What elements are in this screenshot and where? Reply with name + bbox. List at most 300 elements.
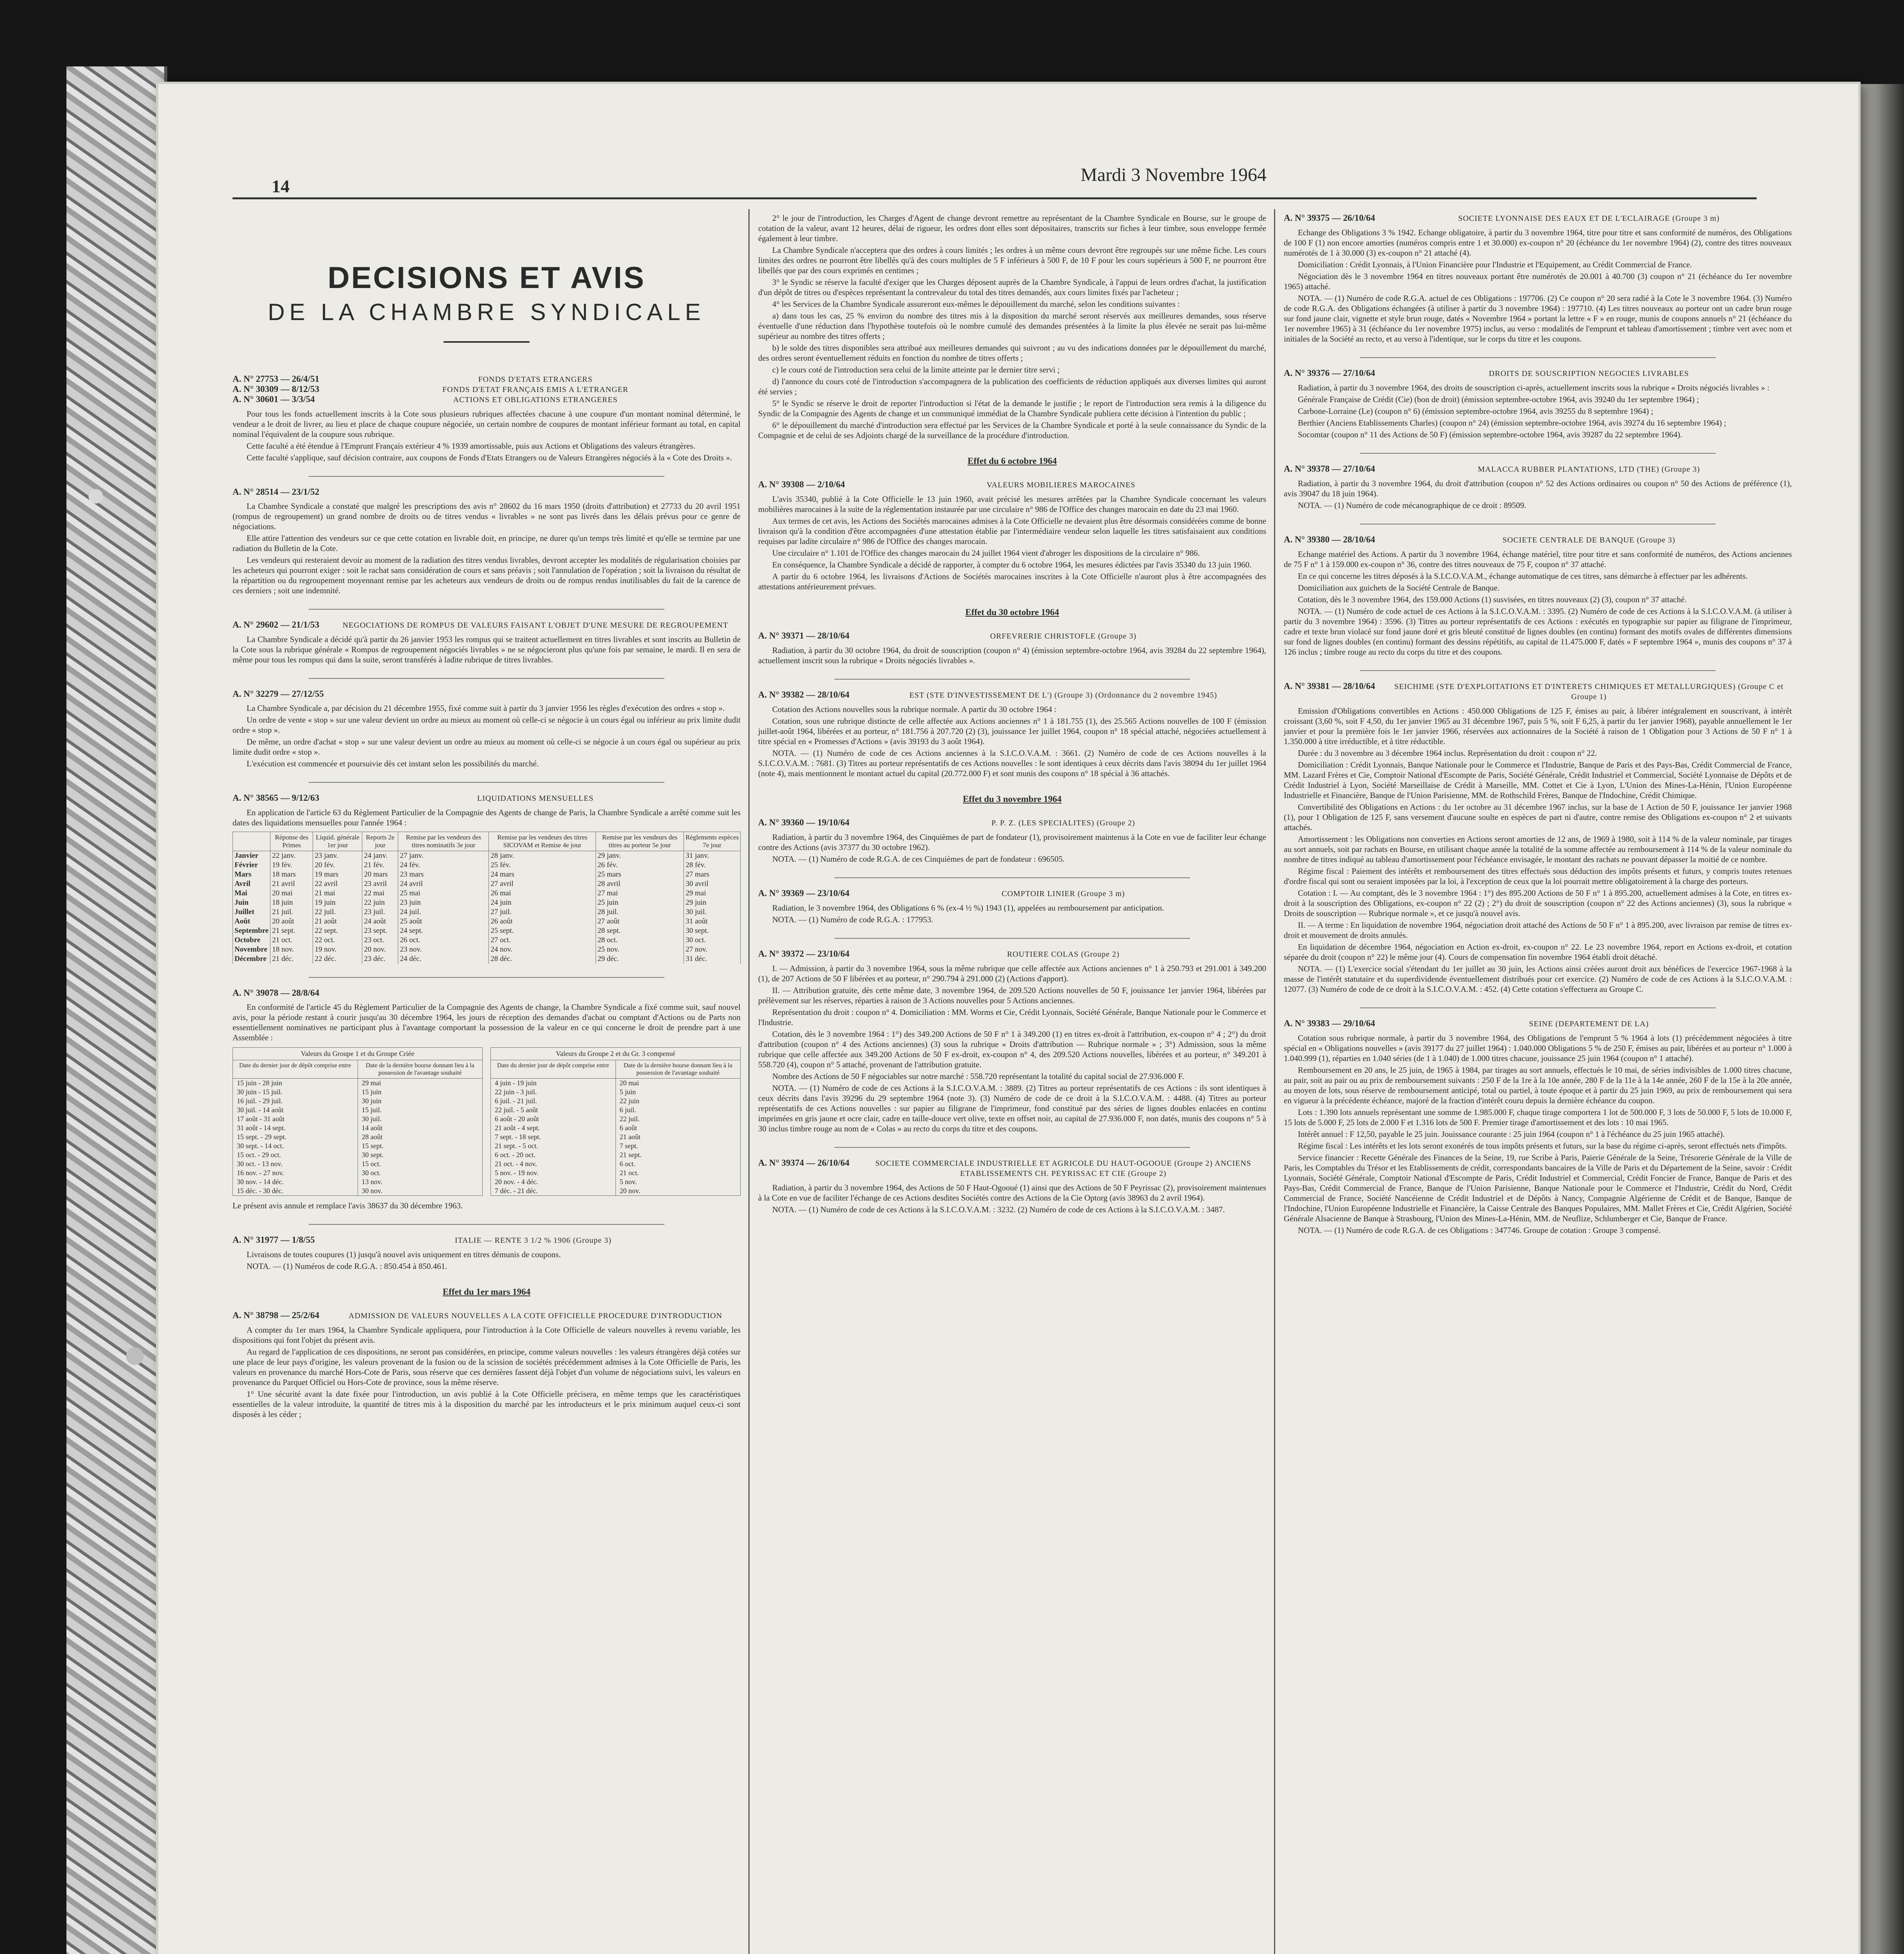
table-cell: 30 juil. — [358, 1115, 483, 1124]
masthead-rule — [444, 341, 530, 343]
table-row — [491, 1097, 740, 1106]
notice — [758, 631, 1266, 666]
paragraph: NOTA. — (1) Numéro de code actuel de ces Actions à la S.I.C.O.V.A.M. : 3395. (2) Numéro de code de ces Actions à la S.I.C.O.V.A.M. (à utiliser à partir du 3 novembre 1964) : 3596. (3) Titres au porteur représentatifs de ces Actions : exécutés en typographie sur papier au filigrane de l'imprimeur, cadre et texte brun violacé sur fond jaune doré et gris bleuté constitué de lignes doubles (en continu) formant des motifs ovales de différentes dimensions sur fond de lignes doubles (en continu) formant des dessins répétitifs, au capital de 11.475.000 F, datés « F septembre 1964 », munis des coupons n° 37 à 126 inclus ; timbre rouge au recto du corps du titre et des coupons. — [1284, 607, 1792, 657]
table-cell: 30 avril — [684, 879, 741, 889]
table-cell: 28 oct. — [596, 936, 684, 945]
paragraph: La Chambre Syndicale a constaté que malgré les prescriptions des avis n° 28602 du 16 mars 1950 (droits d'attribution) et 27733 du 20 avril 1951 (rompus de regroupement) un grand nombre de droits ou de titres vendus « livrables » ne sont pas livrés dans les délais prévus pour ce genre de négociations. — [233, 501, 741, 531]
table-cell: 22 juin — [362, 898, 398, 907]
paragraph: Carbone-Lorraine (Le) (coupon n° 6) (émission septembre-octobre 1964, avis 39255 du 8 septembre 1964) ; — [1298, 406, 1653, 416]
table-cell: 15 déc. - 30 déc. — [237, 1187, 283, 1195]
effective-date-heading: Effet du 30 octobre 1964 — [965, 607, 1059, 617]
separator — [834, 877, 1190, 878]
table-cell: 20 mai — [270, 889, 313, 898]
table-cell: 23 déc. — [362, 954, 398, 964]
deposit-date-tables — [233, 1047, 741, 1196]
paragraph: Domiciliation aux guichets de la Société Centrale de Banque. — [1298, 583, 1500, 592]
notice-title: SOCIETE COMMERCIALE INDUSTRIELLE ET AGRICOLE DU HAUT-OGOOUE (Groupe 2) ANCIENS ETABLISSEMENTS CH. PEYRISSAC ET CIE (Groupe 2) — [875, 1159, 1251, 1178]
notice-title: VALEURS MOBILIERES MAROCAINES — [986, 481, 1136, 489]
table-row — [491, 1142, 740, 1151]
paragraph: Les vendeurs qui resteraient devoir au moment de la radiation des titres vendus livrables, devront accepter les modalités de régularisation choisies par les acheteurs qui pourront exiger : soit le rachat sans considération de cours et sans préavis ; soit l'annulation de l'opération ; soit la livraison du résultat de la répartition ou du regroupement moyennant remise par les acheteurs aux vendeurs de droits ou de rompus rendus inutilisables du fait de la carence de ces derniers ; soit une indemnité. — [233, 555, 741, 595]
table-row — [491, 1133, 740, 1142]
table-cell: 19 fév. — [270, 861, 313, 870]
paragraph: d) l'annonce du cours coté de l'introduction s'accompagnera de la publication des coefficients de réduction appliqués aux diverses limites qui auront été servies ; — [758, 377, 1266, 396]
table-cell: 28 juil. — [596, 907, 684, 917]
table-cell: Février — [233, 861, 270, 870]
table-cell: 28 avril — [596, 879, 684, 889]
table-row — [491, 1186, 740, 1195]
table-cell: Novembre — [233, 945, 270, 954]
paragraph: NOTA. — (1) Numéro de code de ces Actions à la S.I.C.O.V.A.M. : 3232. (2) Numéro de code de ces Actions à la S.I.C.O.V.A.M. : 3487. — [772, 1205, 1225, 1214]
notice — [233, 689, 741, 769]
notice — [758, 690, 1266, 778]
table-cell: 19 nov. — [313, 945, 362, 954]
table-cell: 14 août — [358, 1124, 483, 1133]
notice-title: ADMISSION DE VALEURS NOUVELLES A LA COTE OFFICIELLE PROCEDURE D'INTRODUCTION — [348, 1312, 723, 1320]
table-cell: 15 oct. — [358, 1160, 483, 1168]
paragraph: Radiation, à partir du 3 novembre 1964, des droits de souscription ci-après, actuellement inscrits sous la rubrique « Droits négociés livrables » : — [1298, 383, 1770, 392]
paragraph: Cette faculté s'applique, sauf décision contraire, aux coupons de Fonds d'Etats Etrangers ou de Valeurs Etrangères négociés à la « Cote des Droits ». — [247, 453, 732, 462]
paragraph: II. — A terme : En liquidation de novembre 1964, négociation droit attaché des Actions de 50 F n° 1 à 895.200, avec livraison par remise de titres ex-droit et mouvement de droits annulés. — [1284, 920, 1792, 940]
table-cell: 21 oct. — [270, 936, 313, 945]
table-cell: 27 oct. — [489, 936, 596, 945]
newspaper-page — [158, 84, 1858, 1954]
table-cell: 28 sept. — [596, 926, 684, 936]
paragraph: Représentation du droit : coupon n° 4. Domiciliation : MM. Worms et Cie, Crédit Lyonnais, Société Générale, Banque Nationale pour le Commerce et l'Industrie. — [758, 1007, 1266, 1027]
effective-date-heading: Effet du 3 novembre 1964 — [963, 794, 1062, 804]
table-row — [491, 1106, 740, 1115]
table-cell: 30 juil. - 14 août — [237, 1106, 284, 1114]
paragraph: c) le cours coté de l'introduction sera celui de la limite atteinte par le dernier titre servi ; — [772, 365, 1060, 374]
table-cell: 23 juin — [398, 898, 489, 907]
notice-title: SEINE (DEPARTEMENT DE LA) — [1529, 1020, 1649, 1028]
paragraph: Un ordre de vente « stop » sur une valeur devient un ordre au mieux au moment où celle-ci se négocie à un cours égal ou inférieur au prix limite dudit ordre « stop ». — [233, 715, 741, 735]
paragraph: NOTA. — (1) Numéro de code de ces Actions à la S.I.C.O.V.A.M. : 3889. (2) Titres au porteur représentatifs de ces Actions : ils sont identiques à ceux décrits dans l'avis 39296 du 29 septembre 1964 (note 3). (3) Numéro de code de ce droit à la S.I.C.O.V.A.M. : 4488. (4) Titres au porteur représentatifs de ces Actions nouvelles : sur papier au filigrane de l'imprimeur, fond constitué par des séries de lignes doubles enlacées en continu imprimées en gris jaune et ocre clair, cadre en taille-douce vert olive, texte en offset noir, au capital de 27.936.000 F, non datés, munis des coupons n° 5 à 30 inclus timbre rouge au nom de « Colas » au recto du corps du titre et des coupons. — [758, 1083, 1266, 1133]
notice-ref: A. N° 32279 — 27/12/55 — [233, 689, 324, 699]
table-cell: 23 juil. — [362, 907, 398, 917]
paragraph: b) le solde des titres disponibles sera attribué aux meilleures demandes qui suivront ; au vu des indications données par le dépouillement du marché, des ordres seront éventuellement réduits en fonction du nombre de titres offerts ; — [758, 343, 1266, 363]
table-row — [233, 1097, 482, 1106]
paragraph: Intérêt annuel : F 12,50, payable le 25 juin. Jouissance courante : 25 juin 1964 (coupon n° 1 à l'échéance du 25 juin 1965 attaché). — [1298, 1129, 1725, 1139]
table-cell: Juillet — [233, 907, 270, 917]
table-cell: 29 janv. — [596, 851, 684, 861]
table-cell: 24 mars — [489, 870, 596, 879]
table-cell: 21 avril — [270, 879, 313, 889]
paragraph: NOTA. — (1) Numéro de code R.G.A. : 177953. — [772, 915, 933, 924]
table-cell: 19 mars — [313, 870, 362, 879]
paragraph: Aux termes de cet avis, les Actions des Sociétés marocaines admises à la Cote Officielle ne devaient plus être désormais considérées comme de bonne livraison qu'à la condition d'être accompagnées d'une attestation établie par l'intermédiaire vendeur selon laquelle les titres satisfaisaient aux conditions requises par ladite circulaire n° 986 de l'Office des changes marocain. — [758, 516, 1266, 546]
paragraph: II. — Attribution gratuite, dès cette même date, 3 novembre 1964, de 209.520 Actions nouvelles de 50 F, jouissance 1er janvier 1964, libérées par prélèvement sur les réserves, réparties à raison de 3 Actions nouvelles pour 5 Actions anciennes. — [758, 986, 1266, 1005]
table-cell: 24 août — [362, 917, 398, 926]
table-cell: 21 déc. — [270, 954, 313, 964]
notice-ref: A. N° 39371 — 28/10/64 — [758, 631, 850, 641]
paragraph: A compter du 1er mars 1964, la Chambre Syndicale appliquera, pour l'introduction à la Cote Officielle de valeurs nouvelles à revenu variable, les dispositions qui font l'objet du présent avis. — [233, 1325, 741, 1345]
table-cell: 7 sept. — [616, 1142, 741, 1151]
paragraph: En application de l'article 63 du Règlement Particulier de la Compagnie des Agents de change de Paris, la Chambre Syndicale a arrêté comme suit les dates des liquidations mensuelles pour l'année 1964 : — [233, 808, 741, 827]
notice-ref: A. N° 39369 — 23/10/64 — [758, 888, 850, 898]
paragraph: Emission d'Obligations convertibles en Actions : 450.000 Obligations de 125 F, émises au pair, à libérer intégralement en souscrivant, à intérêt croissant (3,60 %, soit F 4,50, du 1er janvier 1965 au 31 décembre 1967, puis 5 %, soit F 6,25, à partir du 1er janvier 1968), payable annuellement le 1er janvier et pour la première fois le 1er janvier 1966, réservées aux actionnaires de la Société à raison de 1 Obligation pour 3 Actions de 50 F n° 1 à 1.350.000 à titre irréductible, et à titre réductible. — [1284, 706, 1792, 746]
notice-ref: A. N° 30601 — 3/3/54 — [233, 394, 315, 404]
table-cell: 30 oct. — [684, 936, 741, 945]
paragraph: NOTA. — (1) Numéro de code R.G.A. actuel de ces Obligations : 197706. (2) Ce coupon n° 20 sera radié à la Cote le 3 novembre 1964. (3) Numéro de code R.G.A. des Obligations échangées (à utiliser à partir du 3 novembre 1964) : 197710. (4) Les titres nouveaux au porteur ont un cadre brun rouge sur fond jaune clair, vignette et style brun rouge, datés « Novembre 1964 » portant la lettre « F » en rouge, munis de coupons annuels n° 21 (échéance du 1er novembre 1965) à 31 (échéance du 1er novembre 1975) inclus, au verso : modalités de l'emprunt et tableau d'amortissement ; timbre vert avec nom et initiales de la Société au recto, et au verso à l'identique, sur le corps du titre et les coupons. — [1284, 293, 1792, 344]
notice-title: P. P. Z. (LES SPECIALITES) (Groupe 2) — [991, 819, 1135, 827]
notice — [758, 888, 1266, 925]
paragraph: Cotation sous rubrique normale, à partir du 3 novembre 1964, des Obligations de l'emprunt 5 % 1964 à lots (1) précédemment négociées à titre spécial en « Obligations nouvelles » (avis 39177 du 27 juillet 1964) : 1.040.000 Obligations 5 % de 250 F, émises au pair, libérées et au porteur n° 1.000 à 1.040.999 (1), réparties en 1.040 séries (de 1 à 1.040) de 1.000 titres chacune, jouissance 25 juin 1964 (coupon n° 1 attaché). — [1284, 1033, 1792, 1063]
table-cell: 22 sept. — [313, 926, 362, 936]
paragraph: NOTA. — (1) L'exercice social s'étendant du 1er juillet au 30 juin, les Actions ainsi créées auront droit aux bénéfices de l'exercice 1967-1968 à la masse de l'intérêt statutaire et du superdividende éventuellement distribués pour cet exercice. (2) Numéro de code de ces Actions à la S.I.C.O.V.A.M. : 12077. (3) Numéro de code de ce droit à la S.I.C.O.V.A.M. : 452. (4) Cette cotation s'effectuera au Groupe C. — [1284, 964, 1792, 994]
table-cell: 25 nov. — [596, 945, 684, 954]
table-title: Valeurs du Groupe 2 et du Gr. 3 compensé — [491, 1048, 740, 1060]
table-cell: 20 août — [270, 917, 313, 926]
notice-ref: A. N° 39375 — 26/10/64 — [1284, 213, 1375, 223]
paragraph: La Chambre Syndicale a décidé qu'à partir du 26 janvier 1953 les rompus qui se traitent actuellement en titres livrables et sont inscrits au Bulletin de la Cote sous la rubrique générale « Rompus de regroupement négociés livrables » ne se négocieront plus qu'une fois par semaine, le mardi. Il en sera de même pour tous les rompus qui dans la suite, seront transférés à ladite rubrique de titres livrables. — [233, 635, 741, 664]
separator — [309, 782, 664, 783]
table-cell: 21 sept. — [616, 1151, 741, 1160]
table-cell: 27 juil. — [489, 907, 596, 917]
table-cell: 21 août - 4 sept. — [495, 1124, 540, 1132]
table-cell: 17 août - 31 août — [237, 1115, 285, 1123]
paragraph: 1° Une sécurité avant la date fixée pour l'introduction, un avis publié à la Cote Officielle précisera, en même temps que les caractéristiques essentielles de la valeur introduite, la quantité de titres mis à la disposition du marché par les introducteurs et le prix minimum auquel ceux-ci sont disposés à les céder ; — [233, 1389, 741, 1419]
table-cell: 28 août — [358, 1133, 483, 1142]
paragraph: La Chambre Syndicale n'acceptera que des ordres à cours limités ; les ordres à un même cours devront être regroupés sur une même fiche. Les cours limites des ordres ne pourront être libellés qu'à des cours multiples de 5 F inférieurs à 500 F, de 10 F pour les cours supérieurs à 500 F, ne pourront être libellés que par des cours exprimés en centimes ; — [758, 245, 1266, 275]
table-cell: 29 mai — [684, 889, 741, 898]
table-cell: Septembre — [233, 926, 270, 936]
table-row — [491, 1079, 740, 1088]
notice-ref: A. N° 39383 — 29/10/64 — [1284, 1018, 1375, 1028]
paragraph: En conséquence, la Chambre Syndicale a décidé de rapporter, à compter du 6 octobre 1964, les mesures édictées par l'avis 35340 du 13 juin 1960. — [772, 560, 1252, 569]
table-cell: 6 août — [616, 1124, 741, 1133]
paragraph: La Chambre Syndicale a, par décision du 21 décembre 1955, fixé comme suit à partir du 3 janvier 1956 les règles d'exécution des ordres « stop ». — [247, 703, 725, 713]
table-cell: 16 juil. - 29 juil. — [237, 1097, 283, 1105]
notice-title: MALACCA RUBBER PLANTATIONS, LTD (THE) (Groupe 3) — [1478, 465, 1700, 474]
table-cell: 20 mars — [362, 870, 398, 879]
header-rule — [233, 197, 1757, 199]
table-row — [491, 1168, 740, 1177]
paragraph: Négociation dès le 3 novembre 1964 en titres nouveaux portant être numérotés de 20.001 à 40.700 (3) coupon n° 21 (échéance du 1er novembre 1965) attaché. — [1284, 272, 1792, 291]
table-cell: 26 août — [489, 917, 596, 926]
notice-ref: A. N° 39360 — 19/10/64 — [758, 818, 850, 827]
masthead-subtitle: DE LA CHAMBRE SYNDICALE — [268, 299, 705, 325]
notice-ref: A. N° 30309 — 8/12/53 — [233, 384, 319, 394]
table-title: Valeurs du Groupe 1 et du Groupe Criée — [233, 1048, 482, 1060]
separator — [834, 938, 1190, 939]
notice-title: SEICHIME (STE D'EXPLOITATIONS ET D'INTERETS CHIMIQUES ET METALLURGIQUES) (Groupe C et Groupe 1) — [1394, 682, 1784, 701]
paragraph: Remboursement en 20 ans, le 25 juin, de 1965 à 1984, par tirages au sort annuels, effectués le 10 mai, de séries indivisibles de 1.000 titres chacune, au pair, soit au pair ou au prix de remboursement suivants : 250 F de la 1re à la 10e année, 280 F de la 11e à la 14e année, 260 F de la 15e à la 20e année, au moyen de lots, sous réserve de remboursement anticipé, total ou partiel, à toute époque et à partir du 25 juin 1969, au prix de remboursement qui sera en vigueur à la précédente échéance, majoré de la fraction d'intérêt couru depuis la dernière échéance du coupon. — [1284, 1065, 1792, 1105]
table-row — [233, 861, 741, 870]
table-cell: 30 juin — [358, 1097, 483, 1106]
table-cell: 30 nov. — [358, 1186, 483, 1195]
paragraph: NOTA. — (1) Numéro de code de ces Actions anciennes à la S.I.C.O.V.A.M. : 3661. (2) Numéro de code de ces Actions nouvelles à la S.I.C.O.V.A.M. : 7681. (3) Titres au porteur représentatifs de ces Actions nouvelles : le sont identiques à ceux décrits dans l'avis 38094 du 1er juillet 1964 (note 4), mais mentionnent le montant actuel du capital (20.772.000 F) et sont munis des coupons n° 18 spécial à 36 attachés. — [758, 748, 1266, 778]
table-cell: 29 juin — [684, 898, 741, 907]
table-cell: 6 oct. — [616, 1160, 741, 1168]
table-row — [491, 1124, 740, 1133]
notice — [233, 1235, 741, 1271]
table-cell: 27 janv. — [398, 851, 489, 861]
table-cell: 30 juil. — [684, 907, 741, 917]
table-cell: 27 août — [596, 917, 684, 926]
notice — [758, 818, 1266, 864]
table-cell: Juin — [233, 898, 270, 907]
table-cell: 23 sept. — [362, 926, 398, 936]
column-rule — [1274, 209, 1275, 1954]
notice — [1284, 368, 1792, 440]
table-row — [233, 879, 741, 889]
notice — [233, 793, 741, 964]
table-row — [233, 1106, 482, 1115]
paragraph: 2° le jour de l'introduction, les Charges d'Agent de change devront remettre au représentant de la Chambre Syndicale en Bourse, sur le groupe de cotation de la valeur, avant 12 heures, délai de rigueur, les ordres dont elles sont dépositaires, transcrits sur fiches à leur timbre, sous enveloppe fermée également à leur timbre. — [758, 213, 1266, 243]
table-cell: 22 janv. — [270, 851, 313, 861]
notice-ref: A. N° 31977 — 1/8/55 — [233, 1235, 315, 1245]
paragraph: En liquidation de décembre 1964, négociation en Action ex-droit, ex-coupon n° 22. Le 23 novembre 1964, report en Actions ex-droit, et cotation séparée du droit (coupon n° 22) le même jour (4). Cours de compensation fin novembre 1964 établi droit détaché. — [1284, 942, 1792, 962]
table-cell: 25 juin — [596, 898, 684, 907]
paragraph: Berthier (Anciens Etablissements Charles) (coupon n° 24) (émission septembre-octobre 1964, avis 39274 du 16 septembre 1964) ; — [1298, 418, 1727, 428]
table-cell: 21 oct. - 4 nov. — [495, 1160, 537, 1168]
paragraph: Pour tous les fonds actuellement inscrits à la Cote sous plusieurs rubriques affectées chacune à une coupure d'un montant nominal déterminé, le vendeur a le droit de livrer, au lieu et place de chaque coupure négociée, un certain nombre de coupures de montant inférieur formant au total, en capital nominal l'équivalent de la coupure sous rubrique. — [233, 409, 741, 439]
table-row — [233, 945, 741, 954]
separator — [1360, 357, 1716, 358]
masthead — [233, 260, 741, 343]
table-cell: 7 sept. - 18 sept. — [495, 1133, 541, 1141]
table-cell: 15 juin — [358, 1088, 483, 1097]
paragraph: En conformité de l'article 45 du Règlement Particulier de la Compagnie des Agents de change, la Chambre Syndicale a fixé comme suit, sauf nouvel avis, pour la période restant à courir jusqu'au 30 décembre 1964, les jours de réception des demandes d'achat ou comptant d'Actions ou de Parts non essentiellement nominatives ne participant plus à l'avantage comportant la possession de la valeur en ce qui concerne le droit de prendre part à une Assemblée : — [233, 1002, 741, 1042]
table-cell: 23 mars — [398, 870, 489, 879]
table-cell: 6 juil. - 21 juil. — [495, 1097, 537, 1105]
table-cell: 22 juil. - 5 août — [495, 1106, 538, 1114]
column-header: Remise par les vendeurs des titres nominatifs 3e jour — [398, 832, 489, 851]
separator — [309, 609, 664, 610]
table-cell: 21 sept. — [270, 926, 313, 936]
table-cell: 24 fév. — [398, 861, 489, 870]
table-row — [491, 1160, 740, 1168]
table-cell: 30 sept. - 14 oct. — [237, 1142, 284, 1150]
notice-ref: A. N° 27753 — 26/4/51 — [233, 374, 319, 384]
table-cell: 22 oct. — [313, 936, 362, 945]
paragraph: Livraisons de toutes coupures (1) jusqu'à nouvel avis uniquement en titres démunis de coupons. — [247, 1250, 561, 1259]
table-cell: 23 avril — [362, 879, 398, 889]
notice-ref: A. N° 39374 — 26/10/64 — [758, 1158, 850, 1168]
paragraph: Radiation, à partir du 3 novembre 1964, du droit d'attribution (coupon n° 52 des Actions ordinaires ou coupon n° 50 des Actions de préférence (1), avis 39047 du 18 juin 1964). — [1284, 479, 1792, 498]
table-row — [233, 917, 741, 926]
notice-title: ROUTIERE COLAS (Groupe 2) — [1007, 950, 1120, 959]
column-header: Date du dernier jour de dépôt comprise entre — [239, 1062, 351, 1069]
table-row — [233, 1177, 482, 1186]
paragraph: Domiciliation : Crédit Lyonnais, Banque Nationale pour le Commerce et l'Industrie, Banque de Paris et des Pays-Bas, Crédit Commercial de France, MM. Lazard Frères et Cie, Comptoir National d'Escompte de Paris, Société Générale, Crédit Industriel et Commercial, Société Lyonnaise de Dépôts et de Crédit Industriel à Lyon, Société Marseillaise de Crédit à Marseille, MM. Cottet et Cie à Lyon, L'Union des Mines-La-Hénin, l'Union Européenne Industrielle et Financière, Banque de l'Union Parisienne, MM. de Rothschild Frères, Banque de l'Indochine, Crédit Chimique. — [1284, 760, 1792, 800]
column-header: Reports 2e jour — [362, 832, 398, 851]
notice-title: SOCIETE CENTRALE DE BANQUE (Groupe 3) — [1502, 536, 1675, 544]
table-cell: 22 avril — [313, 879, 362, 889]
effective-date-heading: Effet du 6 octobre 1964 — [967, 456, 1057, 466]
table-cell: 23 nov. — [398, 945, 489, 954]
table-row — [233, 954, 741, 964]
notice-continuation — [758, 213, 1266, 440]
separator — [1360, 670, 1716, 671]
column-1 — [233, 213, 741, 1433]
table-cell: 21 fév. — [362, 861, 398, 870]
notice-ref: A. N° 38565 — 9/12/63 — [233, 793, 319, 803]
table-cell: 30 oct. - 13 nov. — [237, 1160, 283, 1168]
table-cell: Octobre — [233, 936, 270, 945]
notice — [1284, 681, 1792, 994]
paragraph: Cotation, dès le 3 novembre 1964 : 1°) des 349.200 Actions de 50 F n° 1 à 349.200 (1) en titres ex-droit à l'attribution, ex-coupon n° 4 ; 2°) du droit d'attribution (coupon n° 4 des Actions anciennes) (3) sous la rubrique « Droits d'attribution — Rubrique normale » ; 3°) Admission, sous la même rubrique que celle affectée aux 349.200 Actions de 50 F ex-droit, ex-coupon n° 4, des 209.520 Actions nouvelles, libérées et au porteur, n° 349.201 à 558.720 (4), coupon n° 5 attaché, provenant de l'attribution gratuite. — [758, 1029, 1266, 1069]
table-row — [233, 1186, 482, 1195]
notice-title: DROITS DE SOUSCRIPTION NEGOCIES LIVRABLES — [1489, 369, 1689, 378]
table-row — [491, 1088, 740, 1097]
notice — [233, 374, 741, 463]
paragraph: En ce qui concerne les titres déposés à la S.I.C.O.V.A.M., échange automatique de ces titres, sans démarche à effectuer par les adhérents. — [1298, 571, 1748, 581]
notice-title: FONDS D'ETATS ETRANGERS — [478, 375, 593, 384]
table-cell: 24 juin — [489, 898, 596, 907]
table-cell: 26 mai — [489, 889, 596, 898]
table-cell: 23 oct. — [362, 936, 398, 945]
notice-ref: A. N° 39376 — 27/10/64 — [1284, 368, 1375, 378]
table-row — [233, 926, 741, 936]
paragraph: Régime fiscal : Paiement des intérêts et remboursement des titres effectués sous déduction des impôts présents et futurs, y compris toutes retenues d'ordre fiscal qui sont ou seraient imposées par la loi, à l'exception de ceux que la loi pourrait mettre obligatoirement à la charge des porteurs. — [1284, 866, 1792, 886]
table-cell: 20 nov. — [362, 945, 398, 954]
deposit-table-group2 — [490, 1047, 741, 1196]
notice — [233, 988, 741, 1211]
table-cell: 24 juil. — [398, 907, 489, 917]
paragraph: Régime fiscal : Les intérêts et les lots seront exonérés de tous impôts présents et futurs, sur la base du régime ci-après, seront effectués nets d'impôts. — [1298, 1141, 1787, 1151]
table-cell: 21 août — [313, 917, 362, 926]
table-cell: 15 juil. — [358, 1106, 483, 1115]
notice-title: FONDS D'ETAT FRANÇAIS EMIS A L'ETRANGER — [442, 385, 628, 394]
table-cell: 21 oct. — [616, 1168, 741, 1177]
paragraph: De même, un ordre d'achat « stop » sur une valeur devient un ordre au mieux au moment où celle-ci se négocie à un cours égal ou supérieur au prix limite dudit ordre « stop ». — [233, 737, 741, 757]
table-cell: 5 juin — [616, 1088, 741, 1097]
table-cell: 25 mars — [596, 870, 684, 879]
separator — [309, 678, 664, 679]
paragraph: A partir du 6 octobre 1964, les livraisons d'Actions de Sociétés marocaines inscrites à la Cote Officielle n'auront plus à être accompagnées des attestations antérieurement prévues. — [758, 572, 1266, 591]
separator — [834, 1147, 1190, 1148]
table-cell: 7 déc. - 21 déc. — [495, 1187, 538, 1195]
column-header: Remise par les vendeurs des titres au porteur 5e jour — [596, 832, 684, 851]
table-cell: 22 juin - 3 juil. — [495, 1088, 537, 1096]
binding-cover-edge — [66, 66, 167, 1954]
table-row — [233, 898, 741, 907]
paragraph: NOTA. — (1) Numéro de code R.G.A. de ces Cinquièmes de part de fondateur : 696505. — [772, 854, 1065, 864]
table-cell: 30 juin - 15 juil. — [237, 1088, 283, 1096]
notice — [758, 480, 1266, 592]
table-cell: 5 nov. - 19 nov. — [495, 1169, 539, 1177]
table-cell: 27 mars — [684, 870, 741, 879]
table-cell: 22 déc. — [313, 954, 362, 964]
column-header: Liquid. générale 1er jour — [313, 832, 362, 851]
notice — [1284, 464, 1792, 510]
notice-title: COMPTOIR LINIER (Groupe 3 m) — [1002, 889, 1125, 898]
separator — [1360, 1007, 1716, 1008]
notice-title: EST (STE D'INVESTISSEMENT DE L') (Groupe 3) (Ordonnance du 2 novembre 1945) — [909, 691, 1217, 700]
table-cell: 30 sept. — [358, 1151, 483, 1160]
separator — [834, 679, 1190, 680]
table-cell: 31 déc. — [684, 954, 741, 964]
table-cell: 6 oct. - 20 oct. — [495, 1151, 535, 1159]
table-cell: Décembre — [233, 954, 270, 964]
table-cell: 23 janv. — [313, 851, 362, 861]
deposit-table-group1 — [233, 1047, 483, 1196]
table-row — [491, 1115, 740, 1124]
paragraph: Au regard de l'application de ces dispositions, ne seront pas considérées, en principe, comme valeurs nouvelles : les valeurs étrangères déjà cotées sur une place de leur pays d'origine, les valeurs provenant de la fusion ou de la scission de sociétés précédemment admises à la Cote Officielle de Paris, les valeurs en provenance du marché Hors-Cote de Paris, sous réserve que ces dernières fassent déjà l'objet d'un volume de négociations suivi, les valeurs en provenance du Parquet Officiel ou Hors-Cote de province, sous la même réserve. — [233, 1347, 741, 1387]
table-row — [491, 1151, 740, 1160]
table-cell: Mai — [233, 889, 270, 898]
table-cell: 24 sept. — [398, 926, 489, 936]
table-cell: 15 sept. - 29 sept. — [237, 1133, 286, 1141]
paragraph: Elle attire l'attention des vendeurs sur ce que cette cotation en livrable doit, en principe, ne durer qu'un temps très limité et qu'elle se termine par une radiation du Bulletin de la Cote. — [233, 533, 741, 553]
table-cell: 26 oct. — [398, 936, 489, 945]
table-row — [233, 1168, 482, 1177]
table-cell: 15 oct. - 29 oct. — [237, 1151, 281, 1159]
table-cell: 18 mars — [270, 870, 313, 879]
paragraph: I. — Admission, à partir du 3 novembre 1964, sous la même rubrique que celle affectée aux Actions anciennes n° 1 à 250.793 et 291.001 à 349.200 (1), de 207 Actions de 50 F libérées et au porteur, n° 290.794 à 291.000 (2) (Actions d'apport). — [758, 964, 1266, 983]
notice-ref: A. N° 39308 — 2/10/64 — [758, 480, 845, 489]
paragraph: Socomtar (coupon n° 11 des Actions de 50 F) (émission septembre-octobre 1964, avis 39287 du 22 septembre 1964). — [1298, 430, 1682, 439]
table-row — [233, 936, 741, 945]
notice — [1284, 213, 1792, 344]
notice-ref: A. N° 39378 — 27/10/64 — [1284, 464, 1375, 474]
separator — [309, 1224, 664, 1225]
column-rule — [748, 209, 750, 1954]
table-cell: 25 août — [398, 917, 489, 926]
table-cell: 20 nov. — [616, 1186, 741, 1195]
notice-footer: Le présent avis annule et remplace l'avis 38637 du 30 décembre 1963. — [233, 1201, 463, 1210]
table-cell: 24 janv. — [362, 851, 398, 861]
separator — [1360, 453, 1716, 454]
column-3 — [1284, 213, 1792, 1249]
column-header: Date de la dernière bourse donnant lieu à la possession de l'avantage souhaité — [358, 1060, 483, 1078]
table-row — [233, 1151, 482, 1160]
notice-ref: A. N° 39380 — 28/10/64 — [1284, 535, 1375, 544]
paragraph: NOTA. — (1) Numéro de code R.G.A. de ces Obligations : 347746. Groupe de cotation : Groupe 3 compensé. — [1298, 1226, 1661, 1235]
table-cell: 22 juin — [616, 1097, 741, 1106]
notice — [758, 949, 1266, 1134]
table-row — [233, 1133, 482, 1142]
table-cell: 27 mai — [596, 889, 684, 898]
paragraph: 5° le Syndic se réserve le droit de reporter l'introduction si l'état de la demande le justifie ; le report de l'introduction sera remis à la diligence du Syndic de la Compagnie des Agents de change et un communiqué immédiat de la Chambre Syndicale publiera cette décision à l'intention du public ; — [758, 399, 1266, 418]
table-cell: 24 nov. — [489, 945, 596, 954]
table-row — [233, 1124, 482, 1133]
paragraph: Une circulaire n° 1.101 de l'Office des changes marocain du 24 juillet 1964 vient d'abroger les dispositions de la circulaire n° 986. — [772, 548, 1200, 558]
table-cell: 18 nov. — [270, 945, 313, 954]
paragraph: Nombre des Actions de 50 F négociables sur notre marché : 558.720 représentant la totalité du capital social de 27.936.000 F. — [772, 1072, 1184, 1081]
table-cell: 30 sept. — [684, 926, 741, 936]
notice-ref: A. N° 39372 — 23/10/64 — [758, 949, 850, 959]
notice-title: ITALIE — RENTE 3 1/2 % 1906 (Groupe 3) — [455, 1236, 612, 1245]
table-cell: 16 nov. - 27 nov. — [237, 1169, 284, 1177]
paragraph: Cotation, sous une rubrique distincte de celle affectée aux Actions anciennes n° 1 à 181.755 (1), des 25.565 Actions nouvelles de 100 F (émission juillet-août 1964, libérées et au porteur, n° 181.756 à 207.720 (2) (3), jouissance 1er juillet 1964, coupon n° 18 spécial attaché, négociées actuellement à titre spécial en « Promesses d'Actions » (avis 39193 du 3 août 1964). — [758, 716, 1266, 746]
paragraph: Durée : du 3 novembre au 3 décembre 1964 inclus. Représentation du droit : coupon n° 22. — [1298, 748, 1597, 758]
paragraph: Radiation, à partir du 3 novembre 1964, des Actions de 50 F Haut-Ogooué (1) ainsi que des Actions de 50 F Peyrissac (2), provisoirement maintenues à la Cote en vue de faciliter l'échange de ces Actions desdites Sociétés contre des Actions de la Cie Optorg (avis 38963 du 2 avril 1964). — [758, 1183, 1266, 1202]
notice — [233, 620, 741, 665]
table-cell: Mars — [233, 870, 270, 879]
table-cell: 24 avril — [398, 879, 489, 889]
table-cell: 30 oct. — [358, 1168, 483, 1177]
page-number: 14 — [272, 176, 290, 196]
table-row — [233, 1115, 482, 1124]
notice — [1284, 1018, 1792, 1235]
paragraph: Domiciliation : Crédit Lyonnais, à l'Union Financière pour l'Industrie et l'Equipement, au Crédit Commercial de France. — [1298, 260, 1692, 269]
table-cell: Janvier — [233, 851, 270, 861]
notice-title: SOCIETE LYONNAISE DES EAUX ET DE L'ECLAIRAGE (Groupe 3 m) — [1458, 214, 1720, 223]
notice-title: ORFEVRERIE CHRISTOFLE (Groupe 3) — [990, 632, 1136, 641]
table-cell: 15 sept. — [358, 1142, 483, 1151]
notice — [758, 1158, 1266, 1215]
paragraph: Echange des Obligations 3 % 1942. Echange obligatoire, à partir du 3 novembre 1964, titre pour titre et sans conformité de numéros, des Obligations de 100 F (1) non encore amorties (numéros compris entre 1 et 30.000) ex-coupon n° 20 (échéance du 1er novembre 1964) (2), contre des titres nouveaux numérotés de 1 à 30.000 (3) ex-coupon n° 21 attaché (4). — [1284, 228, 1792, 258]
notice-title: NEGOCIATIONS DE ROMPUS DE VALEURS FAISANT L'OBJET D'UNE MESURE DE REGROUPEMENT — [342, 621, 728, 630]
paragraph: NOTA. — (1) Numéro de code mécanographique de ce droit : 89509. — [1298, 501, 1526, 510]
paragraph: Radiation, à partir du 3 novembre 1964, des Cinquièmes de part de fondateur (1), provisoirement maintenus à la Cote en vue de faciliter leur échange contre des Actions (avis 37377 du 30 octobre 1962). — [758, 832, 1266, 852]
table-cell: 6 août - 20 août — [495, 1115, 539, 1123]
paragraph: Service financier : Recette Générale des Finances de la Seine, 19, rue Scribe à Paris, Paierie Générale de la Seine, Trésorerie Générale de la Ville de Paris, les Comptables du Trésor et les Etablissements de crédit, correspondants bancaires de la Ville de Paris et du Département de la Seine, savoir : Crédit Lyonnais, Société Générale, Comptoir National d'Escompte de Paris, Crédit Industriel et Commercial, Crédit Foncier de France, Banque de Paris et des Pays-Bas, Crédit Commercial de France, Banque de l'Union Parisienne, Banque Nationale pour le Commerce et l'Industrie, Crédit du Nord, Crédit Commercial de France, Société Nancéienne de Crédit Industriel et de Dépôts à Nancy, Compagnie Algérienne de Crédit et de Banque, Banque de l'Indochine, l'Union Européenne Industrielle et Financière, la Caisse Centrale des Banques Populaires, MM. Mallet Frères et Cie, Crédit Algérien, Société Générale Alsacienne de Banque à Strasbourg, l'Union des Mines-La-Hénin, MM. de Neuflize, Schlumberger et Cie, Banque de France. — [1284, 1153, 1792, 1223]
paragraph: a) dans tous les cas, 25 % environ du nombre des titres mis à la disposition du marché seront réservés aux meilleures demandes, sous réserve éventuelle d'une réduction dans l'hypothèse toutefois où le nombre cumulé des demandes présentées à la limite la plus élevée ne serait pas lui-même supérieur au nombre des titres offerts ; — [758, 311, 1266, 341]
table-cell: 20 fév. — [313, 861, 362, 870]
